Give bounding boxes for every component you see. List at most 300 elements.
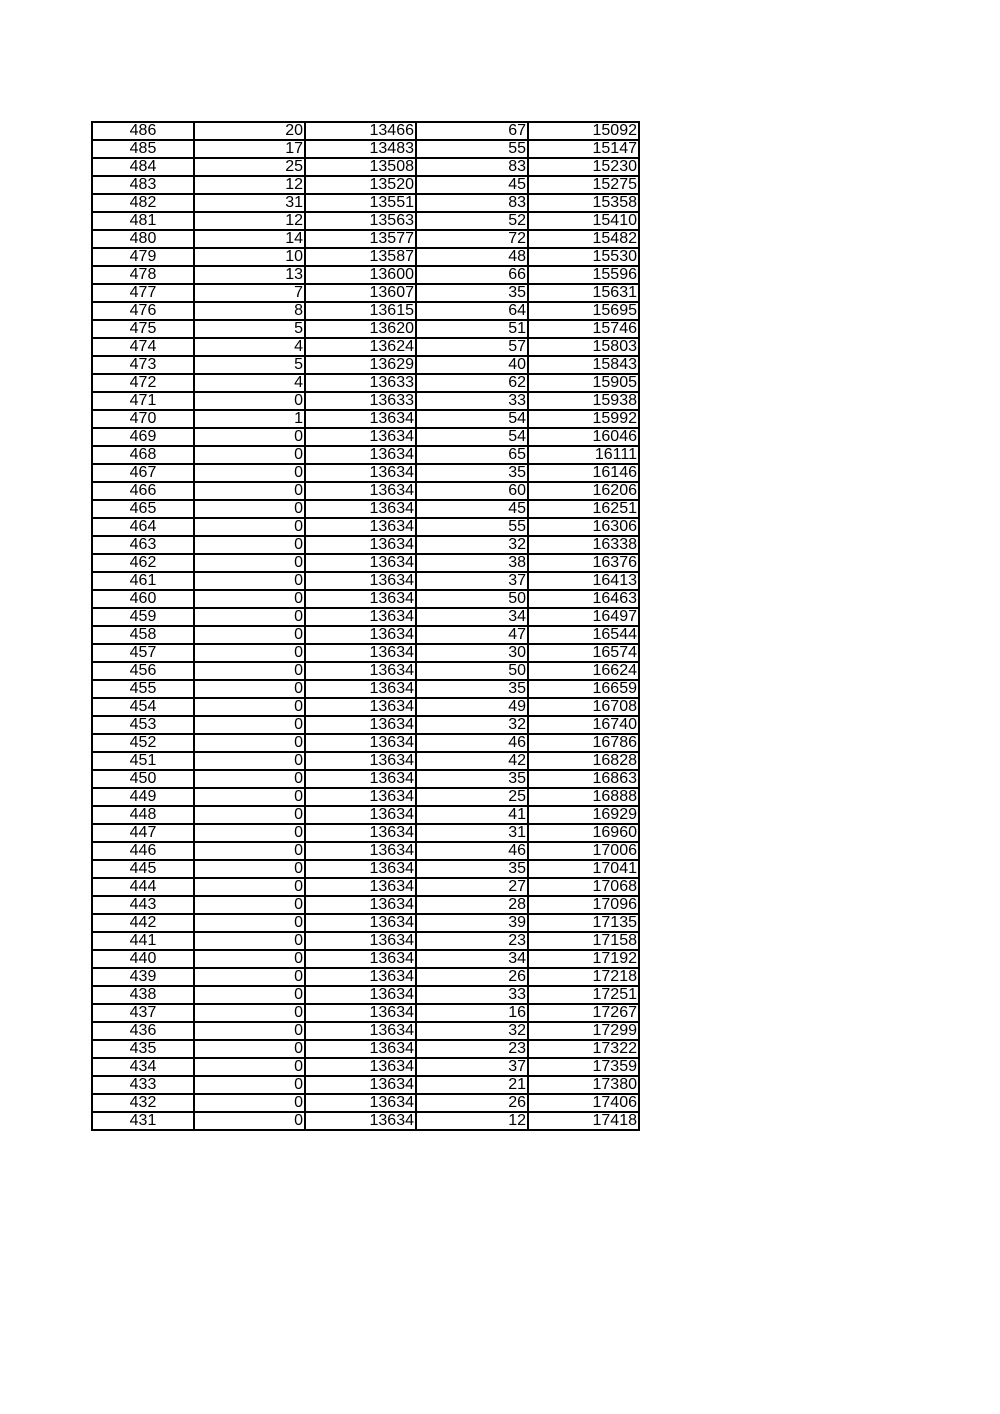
- count-b-cell: 37: [416, 572, 528, 590]
- cumulative-count-cell: 13577: [305, 230, 416, 248]
- count-b-cell: 31: [416, 824, 528, 842]
- table-row: [92, 176, 639, 194]
- table-body: [92, 122, 639, 1130]
- count-b-cell: 26: [416, 968, 528, 986]
- cumulative-count-b-cell: 16624: [528, 662, 639, 680]
- count-b-cell: 32: [416, 716, 528, 734]
- cumulative-count-b-cell: 17041: [528, 860, 639, 878]
- cumulative-count-b-cell: 16786: [528, 734, 639, 752]
- count-cell: 0: [194, 1058, 305, 1076]
- score-cell: 436: [92, 1022, 194, 1040]
- count-b-cell: 51: [416, 320, 528, 338]
- count-cell: 0: [194, 968, 305, 986]
- count-cell: 0: [194, 950, 305, 968]
- score-cell: 477: [92, 284, 194, 302]
- cumulative-count-b-cell: 17322: [528, 1040, 639, 1058]
- cumulative-count-b-cell: 15843: [528, 356, 639, 374]
- count-cell: 0: [194, 914, 305, 932]
- score-cell: 453: [92, 716, 194, 734]
- table-row: [92, 644, 639, 662]
- table-row: [92, 734, 639, 752]
- score-cell: 469: [92, 428, 194, 446]
- count-cell: 7: [194, 284, 305, 302]
- cumulative-count-b-cell: 17158: [528, 932, 639, 950]
- cumulative-count-b-cell: 15992: [528, 410, 639, 428]
- count-b-cell: 62: [416, 374, 528, 392]
- cumulative-count-b-cell: 16708: [528, 698, 639, 716]
- count-b-cell: 40: [416, 356, 528, 374]
- count-cell: 13: [194, 266, 305, 284]
- score-cell: 483: [92, 176, 194, 194]
- cumulative-count-cell: 13466: [305, 122, 416, 140]
- count-b-cell: 72: [416, 230, 528, 248]
- table-row: [92, 914, 639, 932]
- cumulative-count-cell: 13600: [305, 266, 416, 284]
- cumulative-count-cell: 13634: [305, 860, 416, 878]
- cumulative-count-cell: 13624: [305, 338, 416, 356]
- table-row: [92, 158, 639, 176]
- count-b-cell: 42: [416, 752, 528, 770]
- score-cell: 486: [92, 122, 194, 140]
- count-b-cell: 50: [416, 662, 528, 680]
- cumulative-count-cell: 13587: [305, 248, 416, 266]
- table-row: [92, 194, 639, 212]
- cumulative-count-cell: 13634: [305, 752, 416, 770]
- count-cell: 0: [194, 1040, 305, 1058]
- cumulative-count-b-cell: 17096: [528, 896, 639, 914]
- cumulative-count-cell: 13634: [305, 572, 416, 590]
- score-cell: 452: [92, 734, 194, 752]
- count-b-cell: 12: [416, 1112, 528, 1130]
- count-cell: 5: [194, 356, 305, 374]
- count-cell: 12: [194, 212, 305, 230]
- score-cell: 480: [92, 230, 194, 248]
- score-cell: 466: [92, 482, 194, 500]
- cumulative-count-b-cell: 17359: [528, 1058, 639, 1076]
- count-cell: 0: [194, 734, 305, 752]
- count-cell: 0: [194, 626, 305, 644]
- count-cell: 12: [194, 176, 305, 194]
- cumulative-count-cell: 13634: [305, 914, 416, 932]
- score-cell: 431: [92, 1112, 194, 1130]
- table-row: [92, 896, 639, 914]
- count-cell: 0: [194, 824, 305, 842]
- count-cell: 17: [194, 140, 305, 158]
- cumulative-count-b-cell: 15092: [528, 122, 639, 140]
- cumulative-count-b-cell: 15147: [528, 140, 639, 158]
- score-cell: 432: [92, 1094, 194, 1112]
- cumulative-count-cell: 13483: [305, 140, 416, 158]
- count-cell: 0: [194, 644, 305, 662]
- count-b-cell: 23: [416, 1040, 528, 1058]
- count-cell: 0: [194, 446, 305, 464]
- count-b-cell: 30: [416, 644, 528, 662]
- cumulative-count-b-cell: 15746: [528, 320, 639, 338]
- count-b-cell: 45: [416, 500, 528, 518]
- table-row: [92, 968, 639, 986]
- count-b-cell: 26: [416, 1094, 528, 1112]
- count-b-cell: 65: [416, 446, 528, 464]
- cumulative-count-cell: 13634: [305, 680, 416, 698]
- table-row: [92, 374, 639, 392]
- count-cell: 0: [194, 572, 305, 590]
- cumulative-count-cell: 13634: [305, 734, 416, 752]
- cumulative-count-cell: 13634: [305, 590, 416, 608]
- count-b-cell: 37: [416, 1058, 528, 1076]
- score-cell: 449: [92, 788, 194, 806]
- count-b-cell: 52: [416, 212, 528, 230]
- table-row: [92, 770, 639, 788]
- cumulative-count-b-cell: 16544: [528, 626, 639, 644]
- score-cell: 433: [92, 1076, 194, 1094]
- count-b-cell: 54: [416, 428, 528, 446]
- cumulative-count-cell: 13634: [305, 644, 416, 662]
- cumulative-count-b-cell: 16960: [528, 824, 639, 842]
- cumulative-count-b-cell: 17068: [528, 878, 639, 896]
- count-b-cell: 35: [416, 860, 528, 878]
- table-row: [92, 500, 639, 518]
- score-cell: 472: [92, 374, 194, 392]
- table-row: [92, 536, 639, 554]
- cumulative-count-cell: 13634: [305, 1004, 416, 1022]
- score-cell: 471: [92, 392, 194, 410]
- count-b-cell: 83: [416, 194, 528, 212]
- cumulative-count-cell: 13634: [305, 968, 416, 986]
- count-cell: 4: [194, 338, 305, 356]
- score-cell: 459: [92, 608, 194, 626]
- cumulative-count-cell: 13634: [305, 1058, 416, 1076]
- cumulative-count-b-cell: 17418: [528, 1112, 639, 1130]
- score-cell: 446: [92, 842, 194, 860]
- cumulative-count-b-cell: 17267: [528, 1004, 639, 1022]
- count-b-cell: 33: [416, 986, 528, 1004]
- count-cell: 0: [194, 590, 305, 608]
- cumulative-count-cell: 13620: [305, 320, 416, 338]
- cumulative-count-cell: 13563: [305, 212, 416, 230]
- count-cell: 20: [194, 122, 305, 140]
- count-cell: 0: [194, 392, 305, 410]
- score-cell: 456: [92, 662, 194, 680]
- cumulative-count-cell: 13634: [305, 662, 416, 680]
- table-row: [92, 842, 639, 860]
- count-b-cell: 57: [416, 338, 528, 356]
- count-cell: 0: [194, 842, 305, 860]
- table-row: [92, 806, 639, 824]
- table-row: [92, 140, 639, 158]
- score-cell: 455: [92, 680, 194, 698]
- cumulative-count-cell: 13634: [305, 428, 416, 446]
- count-b-cell: 25: [416, 788, 528, 806]
- score-cell: 444: [92, 878, 194, 896]
- cumulative-count-cell: 13634: [305, 824, 416, 842]
- cumulative-count-cell: 13634: [305, 608, 416, 626]
- score-cell: 450: [92, 770, 194, 788]
- count-cell: 1: [194, 410, 305, 428]
- cumulative-count-b-cell: 15275: [528, 176, 639, 194]
- count-cell: 0: [194, 1022, 305, 1040]
- score-cell: 465: [92, 500, 194, 518]
- cumulative-count-cell: 13634: [305, 770, 416, 788]
- table-row: [92, 302, 639, 320]
- cumulative-count-b-cell: 16888: [528, 788, 639, 806]
- cumulative-count-b-cell: 16146: [528, 464, 639, 482]
- cumulative-count-cell: 13634: [305, 788, 416, 806]
- cumulative-count-cell: 13633: [305, 374, 416, 392]
- cumulative-count-b-cell: 16111: [528, 446, 639, 464]
- table-row: [92, 212, 639, 230]
- cumulative-count-cell: 13508: [305, 158, 416, 176]
- count-cell: 25: [194, 158, 305, 176]
- count-b-cell: 23: [416, 932, 528, 950]
- cumulative-count-cell: 13634: [305, 878, 416, 896]
- cumulative-count-b-cell: 16206: [528, 482, 639, 500]
- score-cell: 478: [92, 266, 194, 284]
- table-row: [92, 752, 639, 770]
- table-row: [92, 950, 639, 968]
- table-row: [92, 698, 639, 716]
- count-b-cell: 64: [416, 302, 528, 320]
- score-cell: 461: [92, 572, 194, 590]
- count-b-cell: 34: [416, 608, 528, 626]
- cumulative-count-cell: 13634: [305, 842, 416, 860]
- table-row: [92, 1004, 639, 1022]
- count-cell: 4: [194, 374, 305, 392]
- cumulative-count-cell: 13634: [305, 446, 416, 464]
- count-cell: 0: [194, 1076, 305, 1094]
- table-row: [92, 464, 639, 482]
- cumulative-count-b-cell: 16251: [528, 500, 639, 518]
- count-b-cell: 21: [416, 1076, 528, 1094]
- cumulative-count-b-cell: 15905: [528, 374, 639, 392]
- table-row: [92, 716, 639, 734]
- cumulative-count-cell: 13634: [305, 626, 416, 644]
- table-row: [92, 1094, 639, 1112]
- score-cell: 481: [92, 212, 194, 230]
- count-b-cell: 35: [416, 680, 528, 698]
- cumulative-count-b-cell: 16574: [528, 644, 639, 662]
- cumulative-count-b-cell: 16338: [528, 536, 639, 554]
- count-cell: 0: [194, 752, 305, 770]
- cumulative-count-cell: 13634: [305, 1022, 416, 1040]
- table-row: [92, 1040, 639, 1058]
- count-cell: 0: [194, 680, 305, 698]
- cumulative-count-b-cell: 16659: [528, 680, 639, 698]
- score-cell: 462: [92, 554, 194, 572]
- cumulative-count-b-cell: 15410: [528, 212, 639, 230]
- cumulative-count-b-cell: 16929: [528, 806, 639, 824]
- cumulative-count-b-cell: 17406: [528, 1094, 639, 1112]
- count-cell: 0: [194, 788, 305, 806]
- table-row: [92, 860, 639, 878]
- score-cell: 443: [92, 896, 194, 914]
- count-b-cell: 46: [416, 734, 528, 752]
- count-cell: 0: [194, 698, 305, 716]
- cumulative-count-b-cell: 16046: [528, 428, 639, 446]
- count-cell: 31: [194, 194, 305, 212]
- score-cell: 473: [92, 356, 194, 374]
- table-row: [92, 986, 639, 1004]
- cumulative-count-cell: 13634: [305, 554, 416, 572]
- score-cell: 474: [92, 338, 194, 356]
- count-cell: 0: [194, 716, 305, 734]
- score-cell: 460: [92, 590, 194, 608]
- table-row: [92, 878, 639, 896]
- cumulative-count-cell: 13633: [305, 392, 416, 410]
- count-cell: 0: [194, 770, 305, 788]
- cumulative-count-b-cell: 17218: [528, 968, 639, 986]
- count-b-cell: 55: [416, 140, 528, 158]
- count-cell: 0: [194, 860, 305, 878]
- count-b-cell: 34: [416, 950, 528, 968]
- cumulative-count-b-cell: 17192: [528, 950, 639, 968]
- cumulative-count-cell: 13615: [305, 302, 416, 320]
- cumulative-count-cell: 13634: [305, 1076, 416, 1094]
- count-cell: 5: [194, 320, 305, 338]
- count-b-cell: 50: [416, 590, 528, 608]
- score-cell: 458: [92, 626, 194, 644]
- count-b-cell: 46: [416, 842, 528, 860]
- cumulative-count-b-cell: 15938: [528, 392, 639, 410]
- score-cell: 470: [92, 410, 194, 428]
- count-cell: 0: [194, 482, 305, 500]
- table-row: [92, 122, 639, 140]
- score-cell: 464: [92, 518, 194, 536]
- cumulative-count-b-cell: 17251: [528, 986, 639, 1004]
- cumulative-count-b-cell: 15803: [528, 338, 639, 356]
- data-table: [91, 121, 640, 1131]
- score-cell: 451: [92, 752, 194, 770]
- count-b-cell: 38: [416, 554, 528, 572]
- table-row: [92, 824, 639, 842]
- count-cell: 0: [194, 608, 305, 626]
- table-row: [92, 572, 639, 590]
- score-cell: 445: [92, 860, 194, 878]
- cumulative-count-cell: 13629: [305, 356, 416, 374]
- table-row: [92, 428, 639, 446]
- cumulative-count-cell: 13634: [305, 932, 416, 950]
- cumulative-count-b-cell: 17299: [528, 1022, 639, 1040]
- count-cell: 0: [194, 536, 305, 554]
- cumulative-count-cell: 13634: [305, 716, 416, 734]
- cumulative-count-cell: 13634: [305, 806, 416, 824]
- score-cell: 440: [92, 950, 194, 968]
- cumulative-count-cell: 13634: [305, 986, 416, 1004]
- count-b-cell: 67: [416, 122, 528, 140]
- count-b-cell: 83: [416, 158, 528, 176]
- count-b-cell: 27: [416, 878, 528, 896]
- count-b-cell: 39: [416, 914, 528, 932]
- cumulative-count-b-cell: 16828: [528, 752, 639, 770]
- score-cell: 439: [92, 968, 194, 986]
- score-cell: 468: [92, 446, 194, 464]
- cumulative-count-b-cell: 16463: [528, 590, 639, 608]
- table-row: [92, 1022, 639, 1040]
- table-row: [92, 608, 639, 626]
- table-row: [92, 590, 639, 608]
- count-cell: 0: [194, 554, 305, 572]
- table-row: [92, 338, 639, 356]
- cumulative-count-cell: 13551: [305, 194, 416, 212]
- cumulative-count-cell: 13634: [305, 536, 416, 554]
- cumulative-count-cell: 13634: [305, 518, 416, 536]
- score-cell: 434: [92, 1058, 194, 1076]
- cumulative-count-cell: 13634: [305, 500, 416, 518]
- cumulative-count-b-cell: 16376: [528, 554, 639, 572]
- table-row: [92, 1058, 639, 1076]
- count-cell: 14: [194, 230, 305, 248]
- table-row: [92, 320, 639, 338]
- cumulative-count-b-cell: 15530: [528, 248, 639, 266]
- table-row: [92, 284, 639, 302]
- count-b-cell: 60: [416, 482, 528, 500]
- count-b-cell: 32: [416, 1022, 528, 1040]
- table-row: [92, 626, 639, 644]
- count-b-cell: 45: [416, 176, 528, 194]
- cumulative-count-b-cell: 15230: [528, 158, 639, 176]
- count-cell: 0: [194, 428, 305, 446]
- score-cell: 482: [92, 194, 194, 212]
- score-cell: 448: [92, 806, 194, 824]
- count-b-cell: 16: [416, 1004, 528, 1022]
- count-b-cell: 66: [416, 266, 528, 284]
- count-cell: 0: [194, 986, 305, 1004]
- table-row: [92, 554, 639, 572]
- cumulative-count-b-cell: 15596: [528, 266, 639, 284]
- table-row: [92, 680, 639, 698]
- cumulative-count-cell: 13634: [305, 896, 416, 914]
- cumulative-count-b-cell: 15631: [528, 284, 639, 302]
- cumulative-count-cell: 13634: [305, 1094, 416, 1112]
- count-cell: 0: [194, 1094, 305, 1112]
- cumulative-count-b-cell: 17006: [528, 842, 639, 860]
- table-row: [92, 662, 639, 680]
- count-b-cell: 47: [416, 626, 528, 644]
- table-row: [92, 788, 639, 806]
- score-cell: 437: [92, 1004, 194, 1022]
- score-cell: 435: [92, 1040, 194, 1058]
- count-cell: 0: [194, 878, 305, 896]
- count-b-cell: 35: [416, 770, 528, 788]
- score-cell: 485: [92, 140, 194, 158]
- count-cell: 0: [194, 896, 305, 914]
- score-cell: 475: [92, 320, 194, 338]
- count-cell: 0: [194, 518, 305, 536]
- table-row: [92, 356, 639, 374]
- count-b-cell: 35: [416, 284, 528, 302]
- count-cell: 0: [194, 1004, 305, 1022]
- cumulative-count-cell: 13634: [305, 1112, 416, 1130]
- table-row: [92, 1112, 639, 1130]
- count-b-cell: 55: [416, 518, 528, 536]
- count-cell: 0: [194, 662, 305, 680]
- cumulative-count-cell: 13634: [305, 464, 416, 482]
- score-cell: 454: [92, 698, 194, 716]
- table-row: [92, 266, 639, 284]
- score-cell: 476: [92, 302, 194, 320]
- cumulative-count-b-cell: 15695: [528, 302, 639, 320]
- table-row: [92, 1076, 639, 1094]
- score-cell: 438: [92, 986, 194, 1004]
- cumulative-count-b-cell: 15482: [528, 230, 639, 248]
- cumulative-count-b-cell: 16740: [528, 716, 639, 734]
- table-row: [92, 230, 639, 248]
- table-row: [92, 482, 639, 500]
- score-cell: 479: [92, 248, 194, 266]
- cumulative-count-cell: 13607: [305, 284, 416, 302]
- cumulative-count-b-cell: 15358: [528, 194, 639, 212]
- count-cell: 8: [194, 302, 305, 320]
- cumulative-count-cell: 13634: [305, 1040, 416, 1058]
